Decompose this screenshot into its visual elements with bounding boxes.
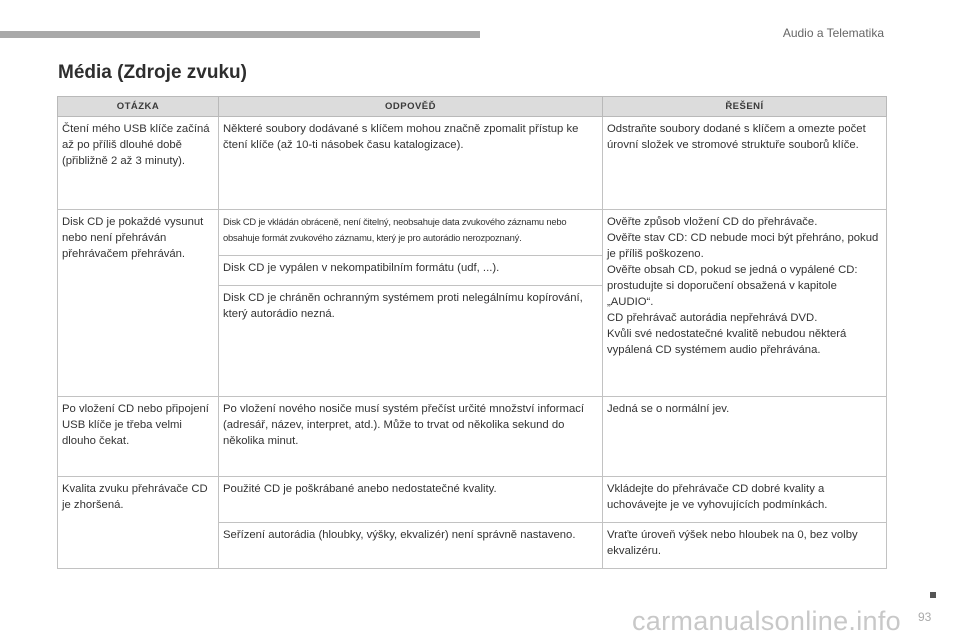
column-header-answer: ODPOVĚĎ xyxy=(219,97,603,117)
solution-line: Ověřte obsah CD, pokud se jedná o vypálené CD: prostudujte si doporučení obsažená v kapitole „AUDIO“. xyxy=(607,264,858,308)
answer-cell: Některé soubory dodávané s klíčem mohou značně zpomalit přístup ke čtení klíče (až 10-ti násobek času katalogizace). xyxy=(219,117,603,210)
watermark: carmanualsonline.info xyxy=(632,606,901,636)
faq-table xyxy=(57,96,887,569)
answer-cell: Disk CD je vkládán obráceně, není čitelný, neobsahuje data zvukového záznamu nebo obsahuje formát zvukového záznamu, který je pro autorádio nerozpoznaný. xyxy=(219,210,603,256)
solution-line: Kvůli své nedostatečné kvalitě nebudou některá vypálená CD systémem audio přehrávána. xyxy=(607,328,847,356)
end-marker-square xyxy=(930,592,936,598)
page-number: 93 xyxy=(918,610,932,624)
solution-line: Ověřte způsob vložení CD do přehrávače. xyxy=(607,216,818,228)
column-header-solution: ŘEŠENÍ xyxy=(603,97,887,117)
answer-cell: Disk CD je chráněn ochranným systémem proti nelegálnímu kopírování, který autorádio nezná. xyxy=(219,286,603,397)
solution-cell: Vraťte úroveň výšek nebo hloubek na 0, bez volby ekvalizéru. xyxy=(603,523,887,569)
solution-cell xyxy=(603,210,887,397)
answer-cell: Po vložení nového nosiče musí systém přečíst určité množství informací (adresář, název, interpret, atd.). Může to trvat od několika sekund do několika minut. xyxy=(219,397,603,477)
solution-cell: Jedná se o normální jev. xyxy=(603,397,887,477)
table-row xyxy=(58,210,887,256)
table-row xyxy=(58,397,887,477)
answer-cell: Použité CD je poškrábané anebo nedostatečné kvality. xyxy=(219,477,603,523)
solution-cell: Odstraňte soubory dodané s klíčem a omezte počet úrovní složek ve stromové struktuře souborů klíče. xyxy=(603,117,887,210)
table-header-row xyxy=(58,97,887,117)
page-title: Média (Zdroje zvuku) xyxy=(58,62,247,83)
column-header-question: OTÁZKA xyxy=(58,97,219,117)
table-row xyxy=(58,117,887,210)
solution-line: Ověřte stav CD: CD nebude moci být přehráno, pokud je příliš poškozeno. xyxy=(607,232,879,260)
section-header: Audio a Telematika xyxy=(782,26,884,40)
question-cell: Po vložení CD nebo připojení USB klíče je třeba velmi dlouho čekat. xyxy=(58,397,219,477)
table-row xyxy=(58,477,887,523)
answer-cell: Seřízení autorádia (hloubky, výšky, ekvalizér) není správně nastaveno. xyxy=(219,523,603,569)
answer-cell: Disk CD je vypálen v nekompatibilním formátu (udf, ...). xyxy=(219,256,603,286)
solution-cell: Vkládejte do přehrávače CD dobré kvality a uchovávejte je ve vyhovujících podmínkách. xyxy=(603,477,887,523)
question-cell: Disk CD je pokaždé vysunut nebo není přehráván přehrávačem přehráván. xyxy=(58,210,219,397)
solution-line: CD přehrávač autorádia nepřehrává DVD. xyxy=(607,312,818,324)
top-decorative-bar xyxy=(0,31,480,38)
question-cell: Čtení mého USB klíče začíná až po příliš dlouhé době (přibližně 2 až 3 minuty). xyxy=(58,117,219,210)
question-cell: Kvalita zvuku přehrávače CD je zhoršená. xyxy=(58,477,219,569)
